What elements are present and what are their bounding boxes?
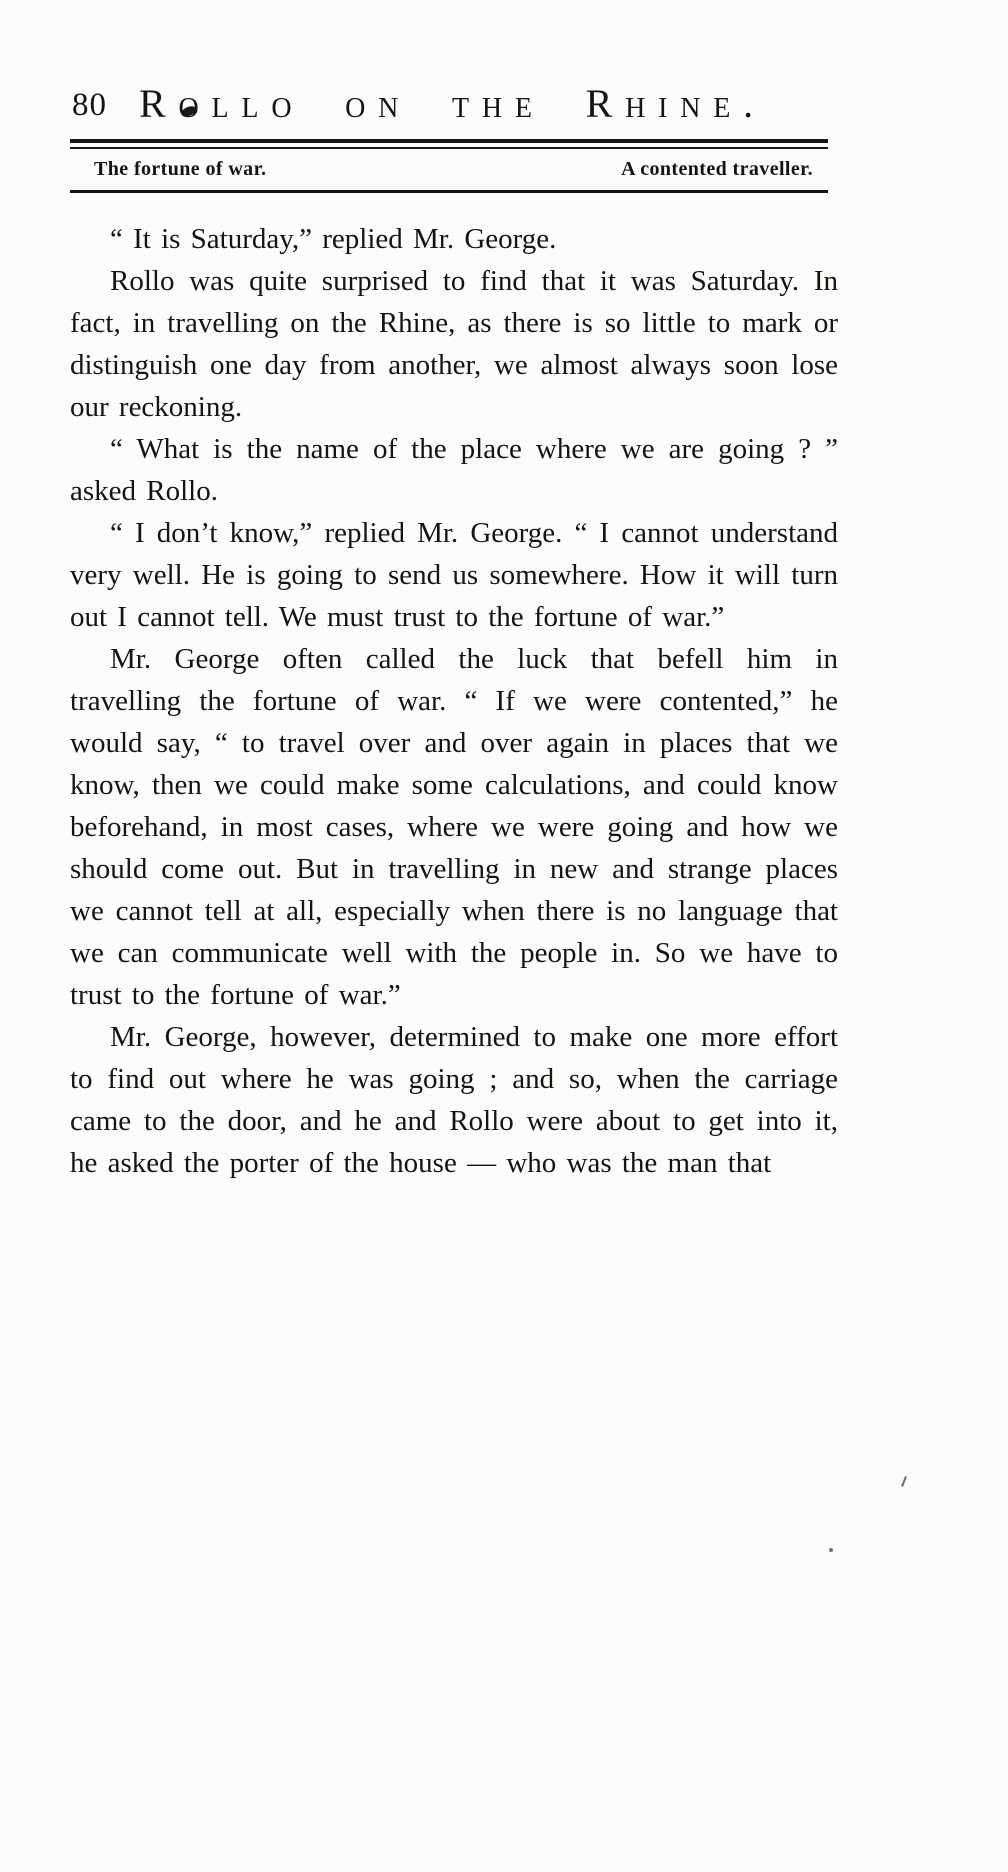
running-head-left: The fortune of war. [94, 158, 267, 180]
paragraph: “ I don’t know,” replied Mr. George. “ I cannot understand very well. He is going to send us somewhere. How it will turn out I cannot tell. We must trust to the fortune of war.” [70, 517, 838, 633]
scan-artifact [829, 1548, 833, 1552]
paragraph: “ It is Saturday,” replied Mr. George. [110, 223, 557, 255]
scan-artifact [901, 1476, 907, 1487]
page-header [70, 80, 835, 127]
paragraph: “ What is the name of the place where we are going ? ” asked Rollo. [70, 433, 838, 507]
double-rule [70, 139, 828, 149]
paragraph: Rollo was quite surprised to find that it was Saturday. In fact, in travelling on the Rhine, as there is so little to mark or distinguish one day from another, we almost always soon lose our reckoning. [70, 265, 838, 423]
page-title: Rollo on the Rhine. [139, 81, 766, 126]
paragraph: Mr. George, however, determined to make one more effort to find out where he was going ; and so, when the carriage came to the door, and he and Rollo were about to get into it, he asked the porter of the house — who was the man that [70, 1021, 838, 1179]
body-text [70, 218, 838, 1184]
book-page [0, 80, 1008, 1872]
paragraph: Mr. George often called the luck that befell him in travelling the fortune of war. “ If we were contented,” he would say, “ to travel over and over again in places that we know, then we could make some calculations, and could know beforehand, in most cases, where we were going and how we should come out. But in travelling in new and strange places we cannot tell at all, especially when there is no language that we can communicate well with the people in. So we have to trust to the fortune of war.” [70, 643, 838, 1011]
running-head-right: A contented traveller. [621, 158, 813, 180]
single-rule [70, 190, 828, 193]
running-heads [70, 158, 828, 181]
page-number: 80 [72, 87, 107, 123]
